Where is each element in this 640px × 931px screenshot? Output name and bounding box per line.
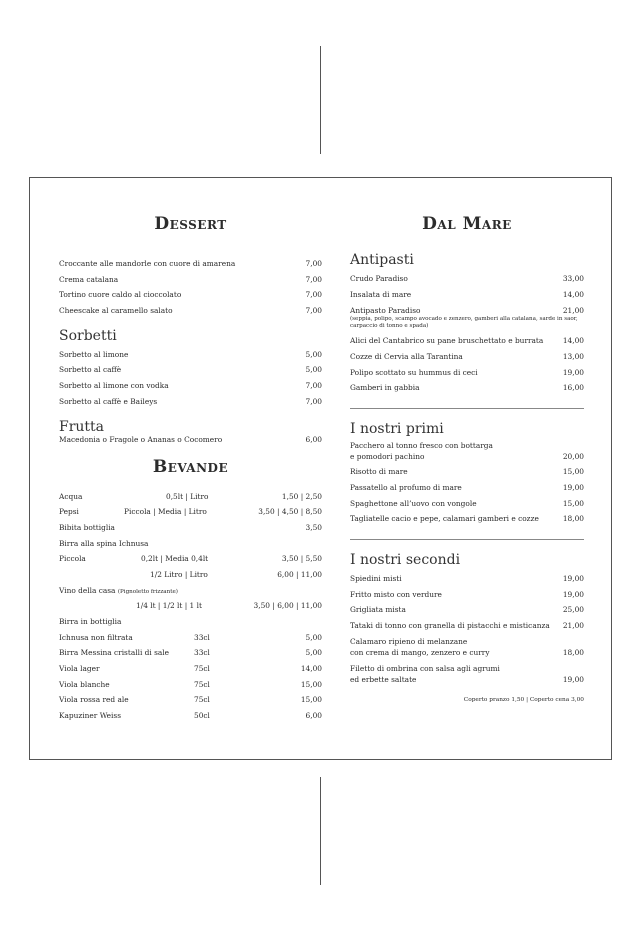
sorbetti-heading: Sorbetti [59,327,117,344]
list-item: Cozze di Cervia alla Tarantina 13,00 [350,352,584,362]
dal-mare-title: Dal Mare [422,214,512,234]
dessert-list [59,256,322,319]
list-item: Spiedini misti 19,00 [350,573,584,583]
list-item: Viola lager 75cl 14,00 [59,664,322,674]
list-item: Pacchero al tonno fresco con bottarga e pomodori pachino 20,00 [350,441,584,462]
list-item: Croccante alle mandorle con cuore di amarena 7,00 [59,259,322,268]
cover-charge-note: Coperto pranzo 1,50 | Coperto cena 3,00 [463,696,584,703]
left-column [59,214,322,724]
list-item: Sorbetto al limone con vodka 7,00 [59,381,322,391]
list-item: Spaghettone all’uovo con vongole 15,00 [350,498,584,508]
list-item: Alici del Cantabrico su pane bruschettato e burrata 14,00 [350,336,584,346]
list-item: 1/4 lt | 1/2 lt | 1 lt 3,50 | 6,00 | 11,00 [136,601,322,611]
list-item: Sorbetto al caffè e Baileys 7,00 [59,396,322,406]
list-item: Tagliatelle cacio e pepe, calamari gamberi e cozze 18,00 [350,514,584,524]
bevande-list [59,489,322,724]
top-divider-line [320,46,321,154]
list-item: Crema catalana 7,00 [59,274,322,284]
list-item: Viola rossa red ale 75cl 15,00 [59,695,322,705]
list-item: Birra alla spina Ichnusa [59,538,149,548]
menu-card [29,177,612,760]
list-item: Grigliata mista 25,00 [350,605,584,615]
list-item: Kapuziner Weiss 50cl 6,00 [59,711,322,721]
list-item: Filetto di ombrina con salsa agli agrumi ed erbette saltate 19,00 [350,663,584,684]
primi-list [350,440,584,527]
bevande-title: Bevande [152,456,229,477]
list-item: Piccola 0,2lt | Media 0,4lt 3,50 | 5,50 [59,554,322,564]
list-item: Macedonia o Fragole o Ananas o Cocomero 6,00 [59,434,322,444]
frutta-heading: Frutta [59,418,105,435]
list-item: Birra Messina cristalli di sale 33cl 5,00 [59,648,322,658]
list-item: Bibita bottiglia 3,50 [59,522,322,532]
section-divider [350,408,584,409]
list-item: Crudo Paradiso 33,00 [350,274,584,283]
list-item: Birra in bottiglia [59,617,122,626]
list-item: Ichnusa non filtrata 33cl 5,00 [59,632,322,642]
right-column [350,214,584,703]
list-item: Sorbetto al limone 5,00 [59,349,322,359]
list-item: Tortino cuore caldo al cioccolato 7,00 [59,290,322,300]
antipasti-heading: Antipasti [350,252,414,268]
list-item: Polipo scottato su hummus di ceci 19,00 [350,367,584,377]
list-item: Cheescake al caramello salato 7,00 [59,306,322,316]
list-item: Passatello al profumo di mare 19,00 [350,482,584,492]
sorbetti-list [59,347,322,410]
list-item: Sorbetto al caffè 5,00 [59,365,322,375]
list-item: Tataki di tonno con granella di pistacchi e misticanza 21,00 [350,620,584,630]
primi-heading: I nostri primi [350,421,444,438]
bottom-divider-line [320,777,321,885]
dessert-title: Dessert [154,214,227,234]
list-item: Insalata di mare 14,00 [350,289,584,299]
list-item: Fritto misto con verdure 19,00 [350,589,584,599]
section-divider [350,539,584,540]
list-item: Calamaro ripieno di melanzane con crema di mango, zenzero e curry 18,00 [350,636,584,657]
list-item: Viola blanche 75cl 15,00 [59,679,322,689]
list-item: Vino della casa (Pignoletto frizzante) [59,585,178,595]
secondi-list [350,571,584,685]
list-item: Acqua 0,5lt | Litro 1,50 | 2,50 [59,491,322,501]
list-item: 1/2 Litro | Litro 6,00 | 11,00 [150,569,322,579]
list-item: Risotto di mare 15,00 [350,467,584,477]
antipasti-list [350,271,584,396]
list-item: Antipasto Paradiso (seppia, polipo, scampo avocado e zenzero, gamberi alla catalana, sarde in saor, carpaccio di tonno e spada) 21,00 [350,306,584,330]
secondi-heading: I nostri secondi [350,551,461,568]
list-item: Pepsi Piccola | Media | Litro 3,50 | 4,50 | 8,50 [59,507,322,517]
list-item: Gamberi in gabbia 16,00 [350,383,584,393]
